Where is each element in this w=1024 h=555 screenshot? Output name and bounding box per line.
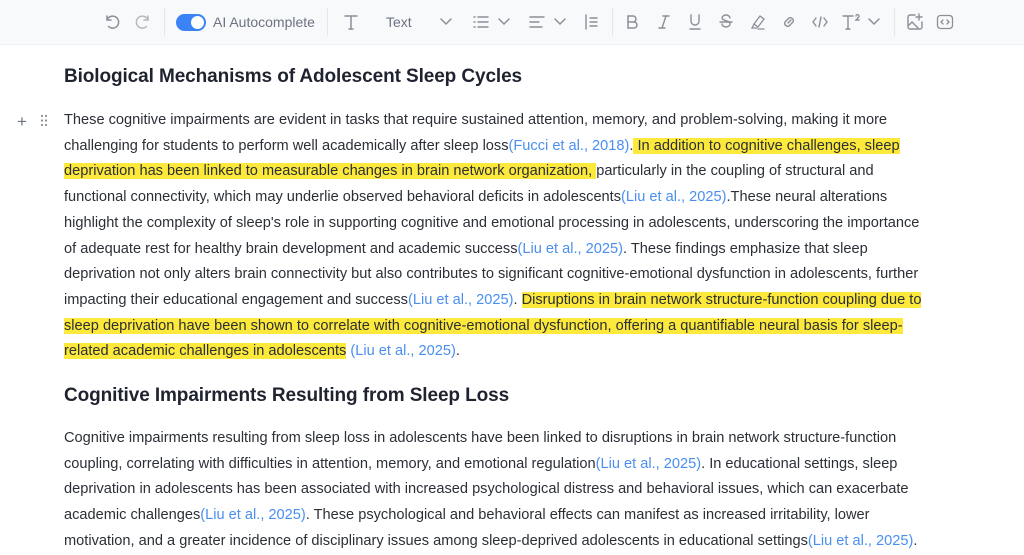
italic-icon[interactable] — [654, 0, 674, 44]
toggle-knob — [191, 16, 204, 29]
toolbar-divider — [164, 8, 165, 36]
highlighted-text: In addition to cognitive challenges, sleep — [633, 137, 900, 154]
undo-icon[interactable] — [101, 0, 123, 44]
text: These cognitive impairments are evident in tasks that require sustained attention, memory, and problem-solving, making it more — [64, 112, 888, 128]
underline-icon[interactable] — [685, 0, 705, 44]
text: challenging for students to perform well academically after sleep loss — [64, 137, 509, 154]
ai-autocomplete-toggle[interactable] — [176, 14, 206, 31]
text: motivation, and a greater incidence of disciplinary issues among sleep-deprived adolescents in educational settings — [64, 532, 808, 549]
citation-link[interactable]: (Fucci et al., 2018) — [508, 137, 630, 154]
text: . — [455, 343, 460, 360]
citation-link[interactable]: (Liu et al., 2025) — [517, 240, 623, 257]
text: deprivation in adolescents has been associated with increased psychological distress and behavioral issues, which can exacerbate — [64, 481, 909, 498]
text: impacting their educational engagement and success — [64, 291, 408, 308]
highlighted-text: Disruptions in brain network structure-function coupling due to — [521, 291, 922, 308]
align-left-icon[interactable] — [528, 0, 546, 44]
text: .These neural alterations — [726, 189, 888, 206]
citation-link[interactable]: (Liu et al., 2025) — [200, 507, 306, 524]
redo-icon[interactable] — [132, 0, 154, 44]
editor-toolbar — [0, 0, 1024, 45]
text: . — [913, 532, 918, 549]
citation-link[interactable]: (Liu et al., 2025) — [595, 455, 702, 472]
citation-link[interactable]: (Liu et al., 2025) — [807, 532, 914, 549]
toolbar-divider — [894, 8, 895, 36]
link-icon[interactable] — [779, 0, 799, 44]
add-image-icon[interactable] — [904, 0, 926, 44]
text-style-icon[interactable] — [341, 0, 361, 44]
text: highlight the complexity of sleep's role in supporting cognitive and emotional processing in adolescents, underscoring the importance — [64, 214, 920, 231]
code-block-icon[interactable] — [934, 0, 956, 44]
highlighted-text: deprivation has been linked to measurable changes in brain network organization, — [64, 163, 597, 180]
heading-biological-mechanisms: Biological Mechanisms of Adolescent Sleep Cycles — [64, 66, 523, 87]
chevron-down-icon[interactable] — [496, 0, 512, 44]
toolbar-divider — [612, 8, 613, 36]
text: academic challenges — [64, 507, 201, 524]
text: . In educational settings, sleep — [701, 455, 898, 472]
line-height-icon[interactable] — [582, 0, 600, 44]
chevron-down-icon[interactable] — [552, 0, 568, 44]
code-icon[interactable] — [810, 0, 830, 44]
bullet-list-icon[interactable] — [472, 0, 490, 44]
ai-autocomplete-label: AI Autocomplete — [213, 14, 315, 30]
drag-handle-icon[interactable] — [40, 114, 48, 132]
paragraph-2[interactable] — [64, 426, 1004, 555]
highlight-icon[interactable] — [748, 0, 768, 44]
citation-link[interactable]: (Liu et al., 2025) — [621, 189, 727, 206]
highlighted-text: related academic challenges in adolescents — [64, 343, 347, 360]
citation-link[interactable]: (Liu et al., 2025) — [407, 291, 514, 308]
text: . These psychological and behavioral effects can manifest as increased irritability, lower — [305, 507, 870, 524]
bold-icon[interactable] — [622, 0, 642, 44]
text: . — [629, 137, 634, 154]
toolbar-divider — [327, 8, 328, 36]
text: deprivation not only alters brain connectivity but also contributes to significant cognitive-emotional dysfunction in adolescents, further — [64, 266, 919, 283]
citation-link[interactable]: (Liu et al., 2025) — [346, 343, 456, 360]
text: Cognitive impairments resulting from sleep loss in adolescents have been linked to disruptions in brain network structure-function — [64, 430, 897, 446]
text: . — [513, 291, 522, 308]
chevron-down-icon[interactable] — [866, 0, 882, 44]
text: functional connectivity, which may underlie observed behavioral deficits in adolescents — [64, 189, 622, 206]
text: of adequate rest for healthy brain development and academic success — [64, 240, 518, 257]
superscript-icon[interactable] — [840, 0, 864, 44]
add-block-icon[interactable]: + — [17, 112, 27, 131]
strikethrough-icon[interactable] — [716, 0, 736, 44]
block-type-select[interactable]: Text — [386, 14, 412, 30]
highlighted-text: sleep deprivation have been shown to correlate with cognitive-emotional dysfunction, offering a quantifiable neural basis for sleep- — [64, 317, 903, 334]
paragraph-1[interactable] — [64, 108, 1004, 365]
chevron-down-icon[interactable] — [438, 0, 454, 44]
text: . These findings emphasize that sleep — [622, 240, 868, 257]
heading-cognitive-impairments: Cognitive Impairments Resulting from Sleep Loss — [64, 385, 510, 406]
text: coupling, correlating with difficulties in attention, memory, and emotional regulation — [64, 455, 596, 472]
text: particularly in the coupling of structural and — [596, 163, 874, 180]
